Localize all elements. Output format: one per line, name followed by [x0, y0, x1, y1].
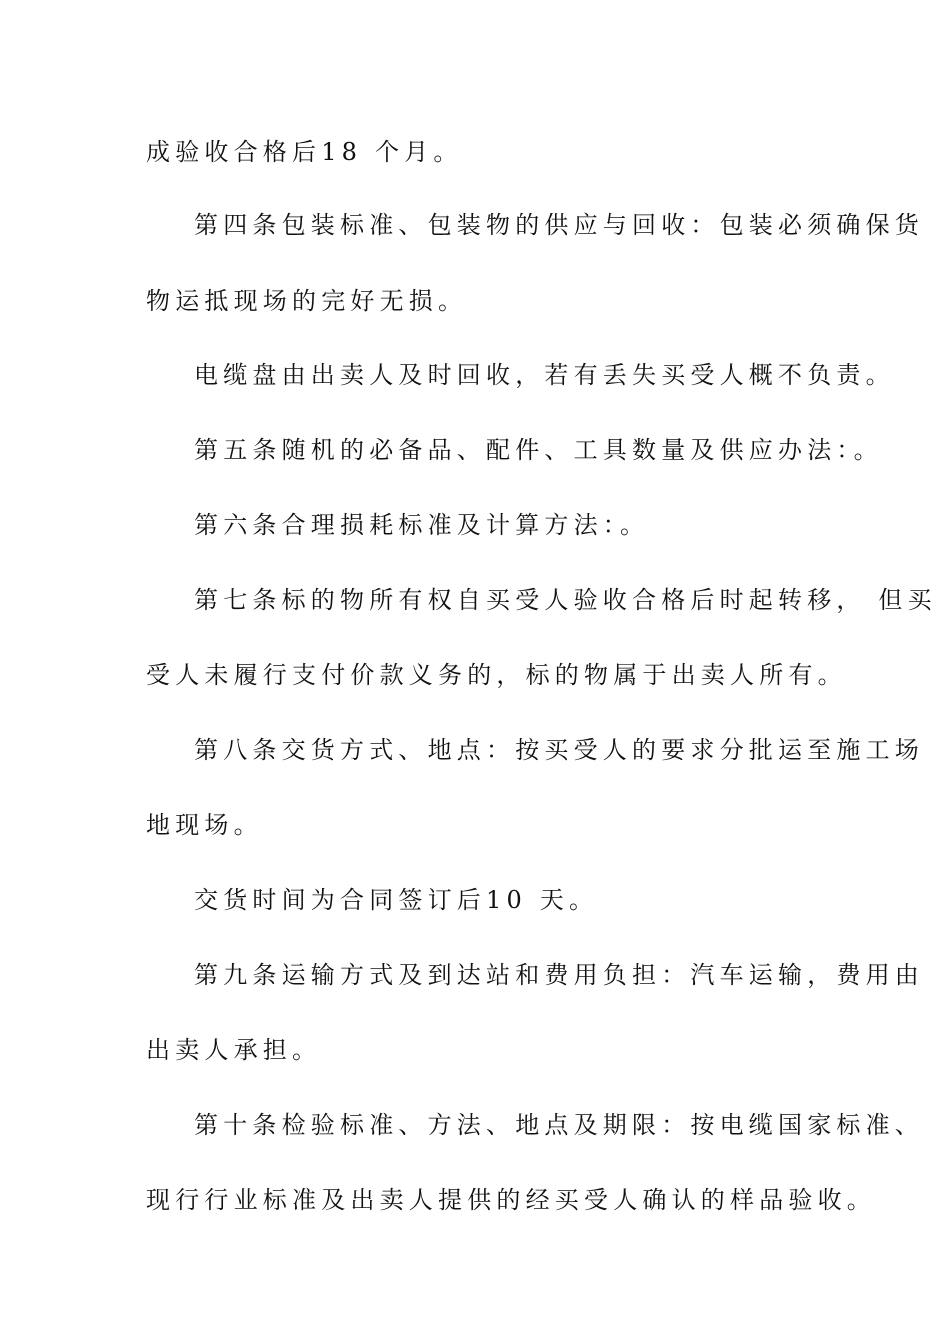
text-line-14: 第十条检验标准、方法、地点及期限：按电缆国家标准、 [194, 1111, 924, 1139]
text-line-15: 现行行业标准及出卖人提供的经买受人确认的样品验收。 [146, 1186, 876, 1214]
text-line-4: 电缆盘由出卖人及时回收，若有丢失买受人概不负责。 [194, 361, 895, 389]
text-line-13: 出卖人承担。 [146, 1036, 322, 1064]
text-line-12: 第九条运输方式及到达站和费用负担：汽车运输，费用由 [194, 961, 924, 989]
text-line-2: 第四条包装标准、包装物的供应与回收：包装必须确保货 [194, 211, 924, 239]
text-line-11: 交货时间为合同签订后10 天。 [194, 886, 599, 914]
text-line-6: 第六条合理损耗标准及计算方法：。 [194, 511, 650, 539]
text-line-3: 物运抵现场的完好无损。 [146, 287, 468, 315]
text-line-8: 受人未履行支付价款义务的，标的物属于出卖人所有。 [146, 661, 847, 689]
text-line-10: 地现场。 [146, 811, 263, 839]
text-line-9: 第八条交货方式、地点：按买受人的要求分批运至施工场 [194, 736, 924, 764]
text-line-1: 成验收合格后18 个月。 [146, 138, 463, 166]
text-line-5: 第五条随机的必备品、配件、工具数量及供应办法：。 [194, 436, 883, 464]
text-line-7: 第七条标的物所有权自买受人验收合格后时起转移， 但买 [194, 586, 937, 614]
